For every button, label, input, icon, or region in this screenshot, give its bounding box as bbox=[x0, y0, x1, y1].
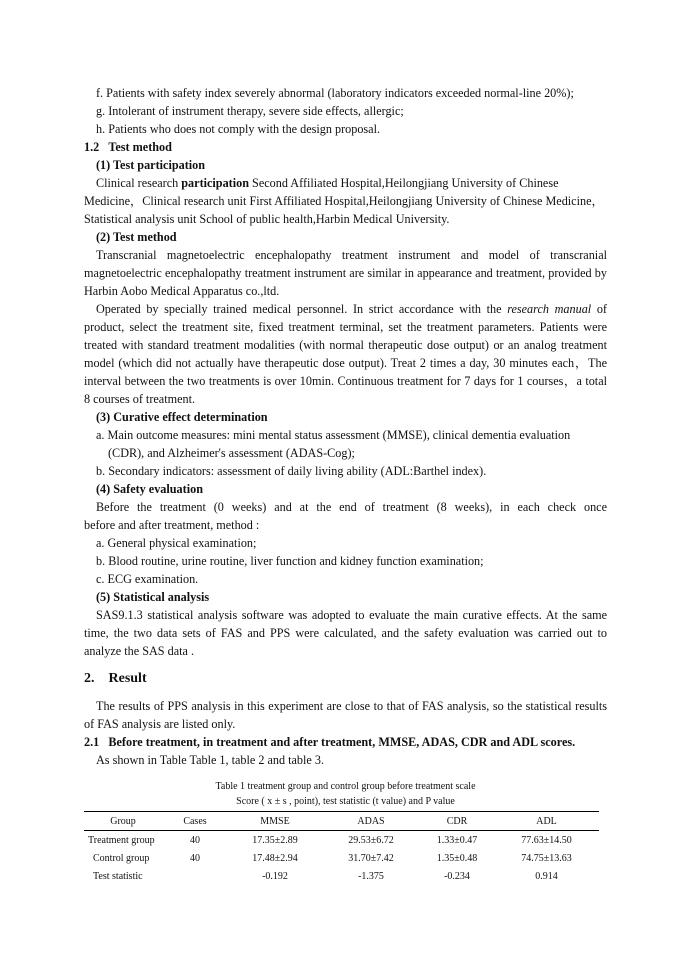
section-number: 2. bbox=[84, 671, 95, 686]
list-item-continuation: (CDR), and Alzheimer's assessment (ADAS-Cog); bbox=[108, 446, 355, 460]
table-cell: 40 bbox=[190, 834, 200, 846]
paragraph-line: analyze the SAS data . bbox=[84, 644, 194, 658]
column-header: MMSE bbox=[260, 815, 290, 827]
results-table bbox=[84, 811, 599, 885]
section-title: Result bbox=[108, 671, 147, 686]
paragraph-line: Statistical analysis unit School of public health,Harbin Medical University. bbox=[84, 212, 450, 226]
text-run: Clinical research bbox=[96, 176, 182, 190]
text-run: Second Affiliated Hospital,Heilongjiang University of Chinese bbox=[249, 176, 559, 190]
section-title: Test method bbox=[108, 140, 172, 154]
subheading-statistical-analysis: (5) Statistical analysis bbox=[96, 590, 210, 604]
italic-text-run: research manual bbox=[507, 302, 592, 316]
table-cell: 40 bbox=[190, 852, 200, 864]
table-cell: -0.234 bbox=[444, 870, 470, 882]
subheading-safety-evaluation: (4) Safety evaluation bbox=[96, 482, 203, 496]
table-cell: Control group bbox=[93, 852, 150, 864]
table-row bbox=[84, 831, 599, 850]
list-item: c. ECG examination. bbox=[96, 572, 199, 586]
text-run: of bbox=[591, 302, 607, 316]
paragraph-line: product, select the treatment site, fixed treatment terminal, set the treatment parameters. Patients were bbox=[84, 320, 607, 334]
table-cell: 77.63±14.50 bbox=[521, 834, 572, 846]
paragraph-line: of FAS analysis are listed only. bbox=[84, 717, 236, 731]
paragraph-line: interval between the two treatments is over 10min. Continuous treatment for 7 days for 1 courses，a total bbox=[84, 374, 607, 388]
paragraph-line: model (which did not actually have therapeutic dose output). Treat 2 times a day, 30 minutes each，The bbox=[84, 356, 607, 370]
table-cell: -0.192 bbox=[262, 870, 288, 882]
table-cell: 17.35±2.89 bbox=[252, 834, 298, 846]
paragraph-line: before and after treatment, method : bbox=[84, 518, 260, 532]
subheading-curative-effect: (3) Curative effect determination bbox=[96, 410, 268, 424]
table-header-row bbox=[84, 812, 599, 831]
bold-text-run: participation bbox=[181, 176, 249, 190]
paragraph-line: 8 courses of treatment. bbox=[84, 392, 196, 406]
paragraph-line: time, the two data sets of FAS and PPS were calculated, and the safety evaluation was carried out to bbox=[84, 626, 607, 640]
paragraph-line: Harbin Aobo Medical Apparatus co.,ltd. bbox=[84, 284, 280, 298]
section-number: 1.2 bbox=[84, 140, 100, 154]
paragraph-line: The results of PPS analysis in this experiment are close to that of FAS analysis, so the statistical results bbox=[96, 699, 607, 713]
paragraph-line: As shown in Table Table 1, table 2 and table 3. bbox=[96, 753, 325, 767]
column-header: Cases bbox=[183, 815, 207, 827]
column-header: ADL bbox=[536, 815, 557, 827]
column-header: CDR bbox=[446, 815, 468, 827]
section-heading-1-2 bbox=[84, 138, 607, 156]
paragraph-line: Transcranial magnetoelectric encephalopathy treatment instrument and model of transcranial bbox=[96, 248, 607, 262]
text-run: Operated by specially trained medical personnel. In strict accordance with the bbox=[96, 302, 508, 316]
table-cell: 1.33±0.47 bbox=[436, 834, 478, 846]
column-header: Group bbox=[110, 815, 136, 827]
table-cell: 31.70±7.42 bbox=[348, 852, 394, 864]
paragraph-line: magnetoelectric encephalopathy treatment instrument are similar in appearance and treatment, provided by bbox=[84, 266, 607, 280]
section-number: 2.1 bbox=[84, 735, 100, 749]
paragraph-line: treated with standard treatment modalities (with normal therapeutic dose output) or an analog treatment bbox=[84, 338, 607, 352]
section-title: Before treatment, in treatment and after treatment, MMSE, ADAS, CDR and ADL scores. bbox=[108, 735, 576, 749]
table-row bbox=[84, 849, 599, 867]
table-cell: 29.53±6.72 bbox=[348, 834, 394, 846]
paragraph-line: Medicine，Clinical research unit First Affiliated Hospital,Heilongjiang University of Chinese Medicine， bbox=[84, 194, 604, 208]
list-item: b. Secondary indicators: assessment of daily living ability (ADL:Barthel index). bbox=[96, 464, 487, 478]
table-cell: 74.75±13.63 bbox=[521, 852, 572, 864]
list-item: b. Blood routine, urine routine, liver function and kidney function examination; bbox=[96, 554, 484, 568]
table-caption: Table 1 treatment group and control group before treatment scale bbox=[215, 781, 476, 792]
criteria-g: g. Intolerant of instrument therapy, severe side effects, allergic; bbox=[96, 104, 404, 118]
table-cell: Test statistic bbox=[93, 870, 143, 882]
section-heading-2 bbox=[84, 670, 607, 688]
table-cell bbox=[162, 867, 228, 885]
paragraph-line: Before the treatment (0 weeks) and at the end of treatment (8 weeks), in each check once bbox=[96, 500, 607, 514]
section-heading-2-1 bbox=[84, 733, 607, 751]
subheading-test-method: (2) Test method bbox=[96, 230, 177, 244]
paragraph-line: SAS9.1.3 statistical analysis software was adopted to evaluate the main curative effects. At the same bbox=[96, 608, 607, 622]
list-item: a. Main outcome measures: mini mental status assessment (MMSE), clinical dementia evaluation bbox=[96, 428, 571, 442]
list-item: a. General physical examination; bbox=[96, 536, 257, 550]
paragraph-line bbox=[96, 174, 607, 192]
subheading-test-participation: (1) Test participation bbox=[96, 158, 206, 172]
table-caption-subtitle: Score ( x ± s , point), test statistic (t value) and P value bbox=[236, 796, 455, 807]
table-cell: -1.375 bbox=[358, 870, 384, 882]
criteria-f: f. Patients with safety index severely abnormal (laboratory indicators exceeded normal-line 20%); bbox=[96, 86, 574, 100]
paragraph-line bbox=[96, 300, 607, 318]
table-cell: Treatment group bbox=[88, 834, 155, 846]
table-cell: 17.48±2.94 bbox=[252, 852, 298, 864]
table-row bbox=[84, 867, 599, 885]
table-cell: 0.914 bbox=[535, 870, 558, 882]
criteria-h: h. Patients who does not comply with the design proposal. bbox=[96, 122, 381, 136]
column-header: ADAS bbox=[357, 815, 385, 827]
table-cell: 1.35±0.48 bbox=[436, 852, 478, 864]
